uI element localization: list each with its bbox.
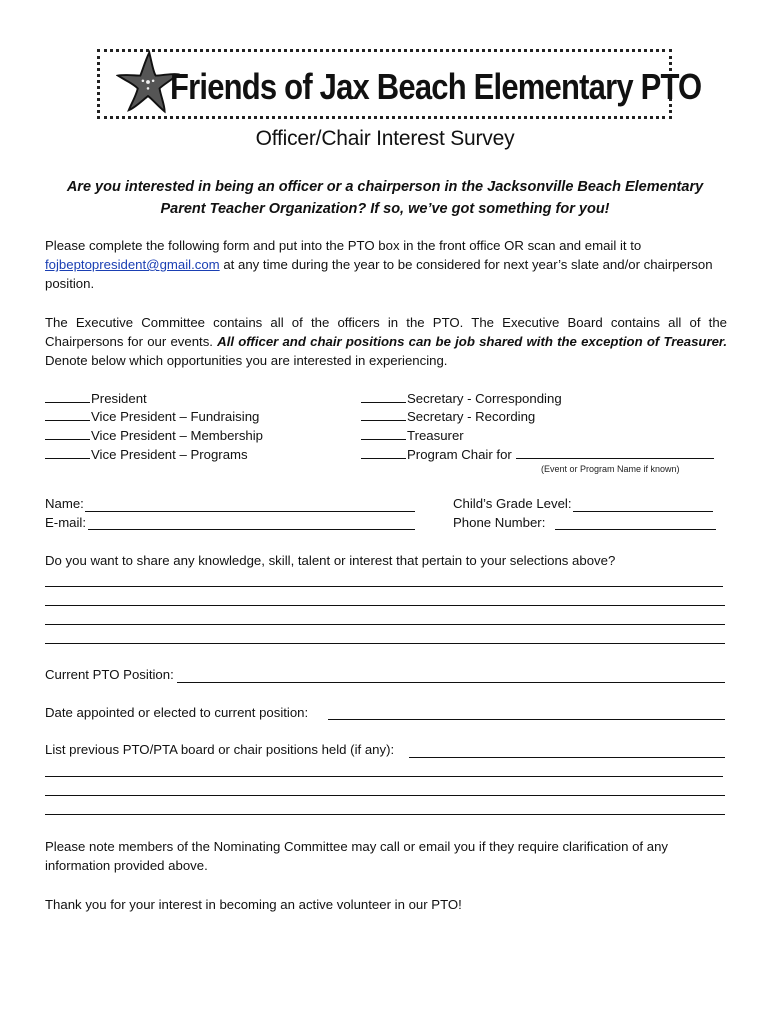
share-answer-line[interactable] — [45, 643, 725, 644]
name-field[interactable] — [85, 511, 415, 512]
name-label: Name: — [45, 496, 84, 511]
previous-positions-line[interactable] — [45, 814, 725, 815]
grade-field[interactable] — [573, 511, 713, 512]
previous-positions-line[interactable] — [45, 795, 725, 796]
previous-positions-label: List previous PTO/PTA board or chair positions held (if any): — [45, 742, 395, 757]
share-answer-line[interactable] — [45, 624, 725, 625]
checkbox-blank[interactable] — [45, 408, 90, 421]
nominating-note: Please note members of the Nominating Committee may call or email you if they require clarification of any information provided above. — [45, 839, 669, 873]
option-president[interactable]: President — [45, 389, 147, 408]
email-label: E-mail: — [45, 515, 87, 530]
checkbox-blank[interactable] — [45, 446, 90, 459]
checkbox-blank[interactable] — [361, 408, 406, 421]
program-note: (Event or Program Name if known) — [541, 464, 680, 474]
option-treasurer[interactable]: Treasurer — [361, 426, 464, 445]
email-link[interactable]: fojbeptopresident@gmail.com — [45, 257, 220, 272]
share-answer-line[interactable] — [45, 586, 723, 587]
form-title: Officer/Chair Interest Survey — [255, 127, 515, 150]
committee-emphasis: All officer and chair positions can be job shared with the exception of Treasurer. — [217, 334, 727, 349]
instructions-paragraph — [45, 236, 727, 293]
thank-you-note: Thank you for your interest in becoming an active volunteer in our PTO! — [45, 897, 462, 912]
option-vp-membership[interactable]: Vice President – Membership — [45, 426, 263, 445]
checkbox-blank[interactable] — [361, 446, 406, 459]
date-appointed-field[interactable] — [328, 719, 725, 720]
intro-text — [40, 176, 730, 220]
header-banner — [97, 49, 702, 119]
previous-positions-field[interactable] — [409, 757, 725, 758]
organization-title: Friends of Jax Beach Elementary PTO — [170, 66, 702, 108]
checkbox-blank[interactable] — [45, 427, 90, 440]
program-chair-field[interactable] — [516, 446, 714, 459]
date-appointed-label: Date appointed or elected to current position: — [45, 705, 309, 720]
previous-positions-line[interactable] — [45, 776, 723, 777]
checkbox-blank[interactable] — [45, 390, 90, 403]
share-answer-line[interactable] — [45, 605, 725, 606]
instructions-text-end: at any time during the year to be considered for next year’s slate and/or chairperson position. — [45, 257, 713, 291]
phone-field[interactable] — [555, 529, 716, 530]
option-vp-programs[interactable]: Vice President – Programs — [45, 445, 248, 464]
checkbox-blank[interactable] — [361, 390, 406, 403]
committee-denote: Denote below which opportunities you are interested in experiencing. — [45, 353, 448, 368]
committee-text: The Executive Committee contains all of the officers in the PTO. The Executive Board contains all of the Chairpersons for our events. — [45, 315, 727, 349]
option-vp-fundraising[interactable]: Vice President – Fundraising — [45, 407, 259, 426]
current-position-label: Current PTO Position: — [45, 667, 174, 682]
checkbox-blank[interactable] — [361, 427, 406, 440]
intro-line-2: Parent Teacher Organization? If so, we’ve got something for you! — [160, 201, 610, 217]
grade-label: Child’s Grade Level: — [453, 496, 572, 511]
share-question: Do you want to share any knowledge, skill, talent or interest that pertain to your selections above? — [45, 553, 616, 568]
phone-label: Phone Number: — [453, 515, 546, 530]
option-secretary-corresponding[interactable]: Secretary - Corresponding — [361, 389, 562, 408]
option-program-chair[interactable]: Program Chair for — [361, 445, 714, 464]
intro-line-1: Are you interested in being an officer or a chairperson in the Jacksonville Beach Elementary — [66, 179, 704, 195]
committee-paragraph — [45, 313, 727, 370]
instructions-text: Please complete the following form and put into the PTO box in the front office OR scan and email it to — [45, 238, 642, 253]
email-field[interactable] — [88, 529, 415, 530]
current-position-field[interactable] — [177, 682, 725, 683]
option-secretary-recording[interactable]: Secretary - Recording — [361, 407, 535, 426]
